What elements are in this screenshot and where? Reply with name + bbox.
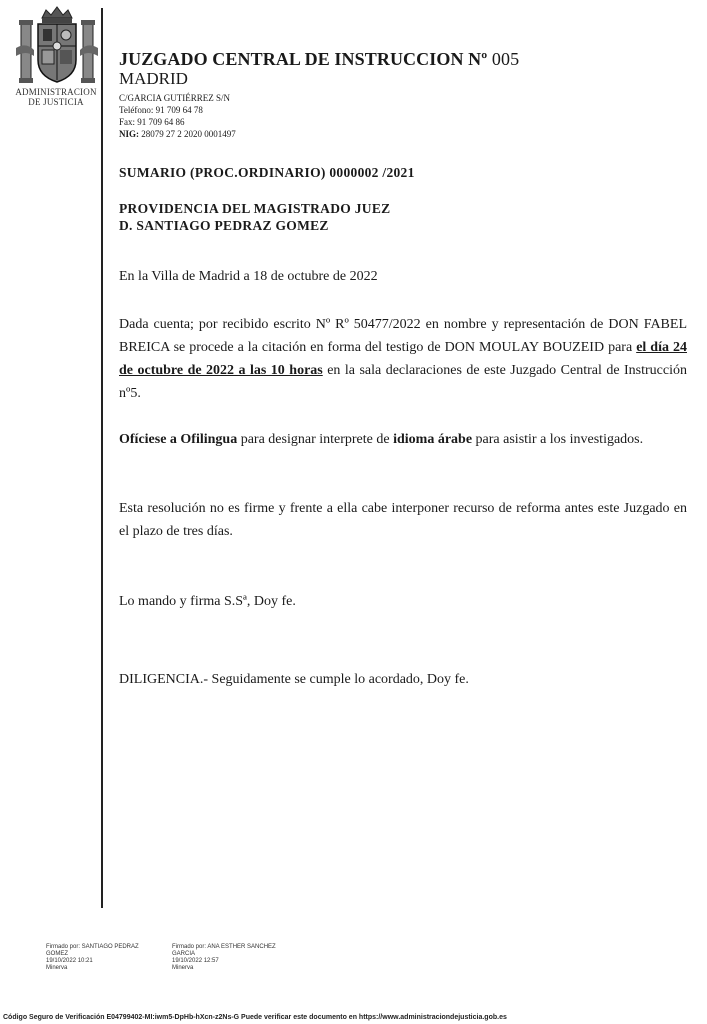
judge-name: D. SANTIAGO PEDRAZ GOMEZ [119,218,329,233]
closing-formula: Lo mando y firma S.Sª, Doy fe. [119,594,296,609]
hearing-date: el día 24 de octubre de 2022 a las 10 horas [119,340,687,378]
coat-of-arms-logo [16,4,98,88]
paragraph-interpreter: Ofíciese a Ofilingua para designar interprete de idioma árabe para asistir a los investigados. [119,432,644,447]
provision-title: PROVIDENCIA DEL MAGISTRADO JUEZ [119,201,391,216]
place-date: En la Villa de Madrid a 18 de octubre de 2022 [119,269,378,284]
court-city: MADRID [119,69,188,88]
court-name: JUZGADO CENTRAL DE INSTRUCCION Nº 005 [119,49,520,69]
case-summary: SUMARIO (PROC.ORDINARIO) 0000002 /2021 [119,165,415,180]
diligence-note: DILIGENCIA.- Seguidamente se cumple lo acordado, Doy fe. [119,672,469,687]
vertical-divider [101,8,103,908]
court-fax: Fax: 91 709 64 86 [119,117,185,127]
court-address: C/GARCIA GUTIÉRREZ S/N [119,93,231,103]
verification-code: Código Seguro de Verificación E04799402-MI:iwm5-DpHb-hXcn-z2Ns-G Puede verificar este documento en https://www.administraciondejusticia.gob.es [3,1014,507,1021]
court-phone: Teléfono: 91 709 64 78 [119,105,203,115]
signature-block: Firmado por: ANA ESTHER SANCHEZ GARCIA 19/10/2022 12:57 Minerva [172,944,276,971]
administration-label: ADMINISTRACION DE JUSTICIA [15,87,97,107]
court-number: 005 [491,49,520,69]
paragraph-citation: Dada cuenta; por recibido escrito Nº Rº 50477/2022 en nombre y representación de DON FABEL BREICA se procede a la citación en forma del testigo de DON MOULAY BOUZEID para el día 24 de octubre de 2022 a las 10 horas en la sala declaraciones de este Juzgado Central de Instrucción nº5. [119,317,687,401]
paragraph-appeal: Esta resolución no es firme y frente a ella cabe interponer recurso de reforma antes este Juzgado en el plazo de tres días. [119,501,687,539]
signature-block: Firmado por: SANTIAGO PEDRAZ GOMEZ 19/10/2022 10:21 Minerva [46,944,139,971]
nig-number: NIG: 28079 27 2 2020 0001497 [119,129,236,139]
